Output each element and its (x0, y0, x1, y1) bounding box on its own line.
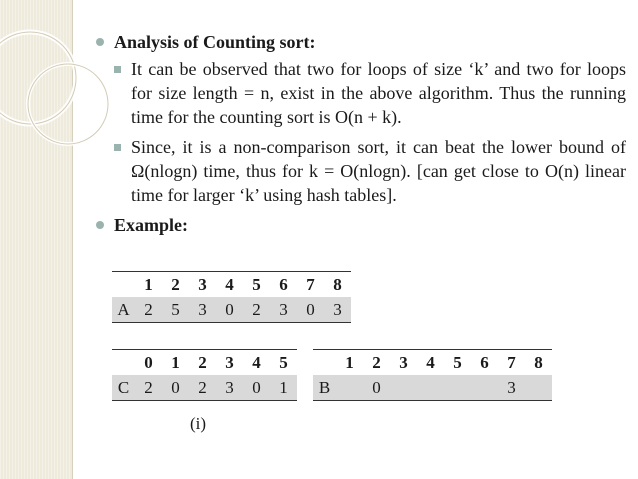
index-cell: 1 (336, 350, 363, 376)
analysis-point-1 (114, 57, 626, 129)
index-cell: 4 (243, 350, 270, 376)
analysis-bullet (96, 30, 626, 54)
value-cell (390, 375, 417, 401)
array-b-index-row (313, 350, 552, 376)
index-cell: 5 (243, 272, 270, 298)
analysis-point-2 (114, 135, 626, 207)
array-c-table (112, 349, 297, 401)
row-label: B (313, 375, 336, 401)
index-cell: 3 (390, 350, 417, 376)
index-cell: 6 (270, 272, 297, 298)
value-cell: 3 (324, 297, 351, 323)
array-c-value-row (112, 375, 297, 401)
index-cell: 4 (216, 272, 243, 298)
array-b-table (313, 349, 552, 401)
value-cell: 3 (216, 375, 243, 401)
array-c-index-row (112, 350, 297, 376)
value-cell (444, 375, 471, 401)
value-cell (471, 375, 498, 401)
value-cell: 2 (189, 375, 216, 401)
analysis-point-1-text: It can be observed that two for loops of size ‘k’ and two for loops for size length = n, exist in the above algorithm. Thus the running time for the counting sort is O(n + k). (131, 59, 626, 127)
value-cell (336, 375, 363, 401)
value-cell: 3 (498, 375, 525, 401)
value-cell: 5 (162, 297, 189, 323)
row-label: A (112, 297, 135, 323)
value-cell (417, 375, 444, 401)
slide-content (96, 30, 626, 237)
square-bullet-icon (114, 144, 121, 151)
index-cell: 7 (297, 272, 324, 298)
value-cell (525, 375, 552, 401)
index-cell: 4 (417, 350, 444, 376)
value-cell: 0 (243, 375, 270, 401)
value-cell: 3 (270, 297, 297, 323)
index-cell: 5 (444, 350, 471, 376)
value-cell: 0 (363, 375, 390, 401)
index-cell: 7 (498, 350, 525, 376)
value-cell: 0 (162, 375, 189, 401)
index-cell: 8 (324, 272, 351, 298)
circle-bullet-icon (96, 38, 104, 46)
analysis-heading: Analysis of Counting sort: (114, 32, 316, 52)
array-a-table (112, 271, 351, 323)
array-a-index-row (112, 272, 351, 298)
value-cell: 2 (135, 297, 162, 323)
index-cell: 6 (471, 350, 498, 376)
value-cell: 2 (243, 297, 270, 323)
square-bullet-icon (114, 66, 121, 73)
circle-bullet-icon (96, 221, 104, 229)
index-cell: 3 (216, 350, 243, 376)
index-cell: 2 (189, 350, 216, 376)
value-cell: 1 (270, 375, 297, 401)
example-bullet (96, 213, 626, 237)
array-b-value-row (313, 375, 552, 401)
index-cell: 5 (270, 350, 297, 376)
index-cell: 1 (162, 350, 189, 376)
example-heading: Example: (114, 215, 188, 235)
index-cell: 3 (189, 272, 216, 298)
value-cell: 2 (135, 375, 162, 401)
index-cell: 1 (135, 272, 162, 298)
figure-caption: (i) (190, 414, 207, 433)
array-a-value-row (112, 297, 351, 323)
index-cell: 2 (162, 272, 189, 298)
index-cell: 2 (363, 350, 390, 376)
analysis-point-2-text: Since, it is a non-comparison sort, it can beat the lower bound of Ω(nlogn) time, thus for k = O(nlogn). [can get close to O(n) linear time for larger ‘k’ using hash tables]. (131, 137, 626, 205)
value-cell: 0 (297, 297, 324, 323)
row-label: C (112, 375, 135, 401)
value-cell: 3 (189, 297, 216, 323)
index-cell: 0 (135, 350, 162, 376)
value-cell: 0 (216, 297, 243, 323)
index-cell: 8 (525, 350, 552, 376)
